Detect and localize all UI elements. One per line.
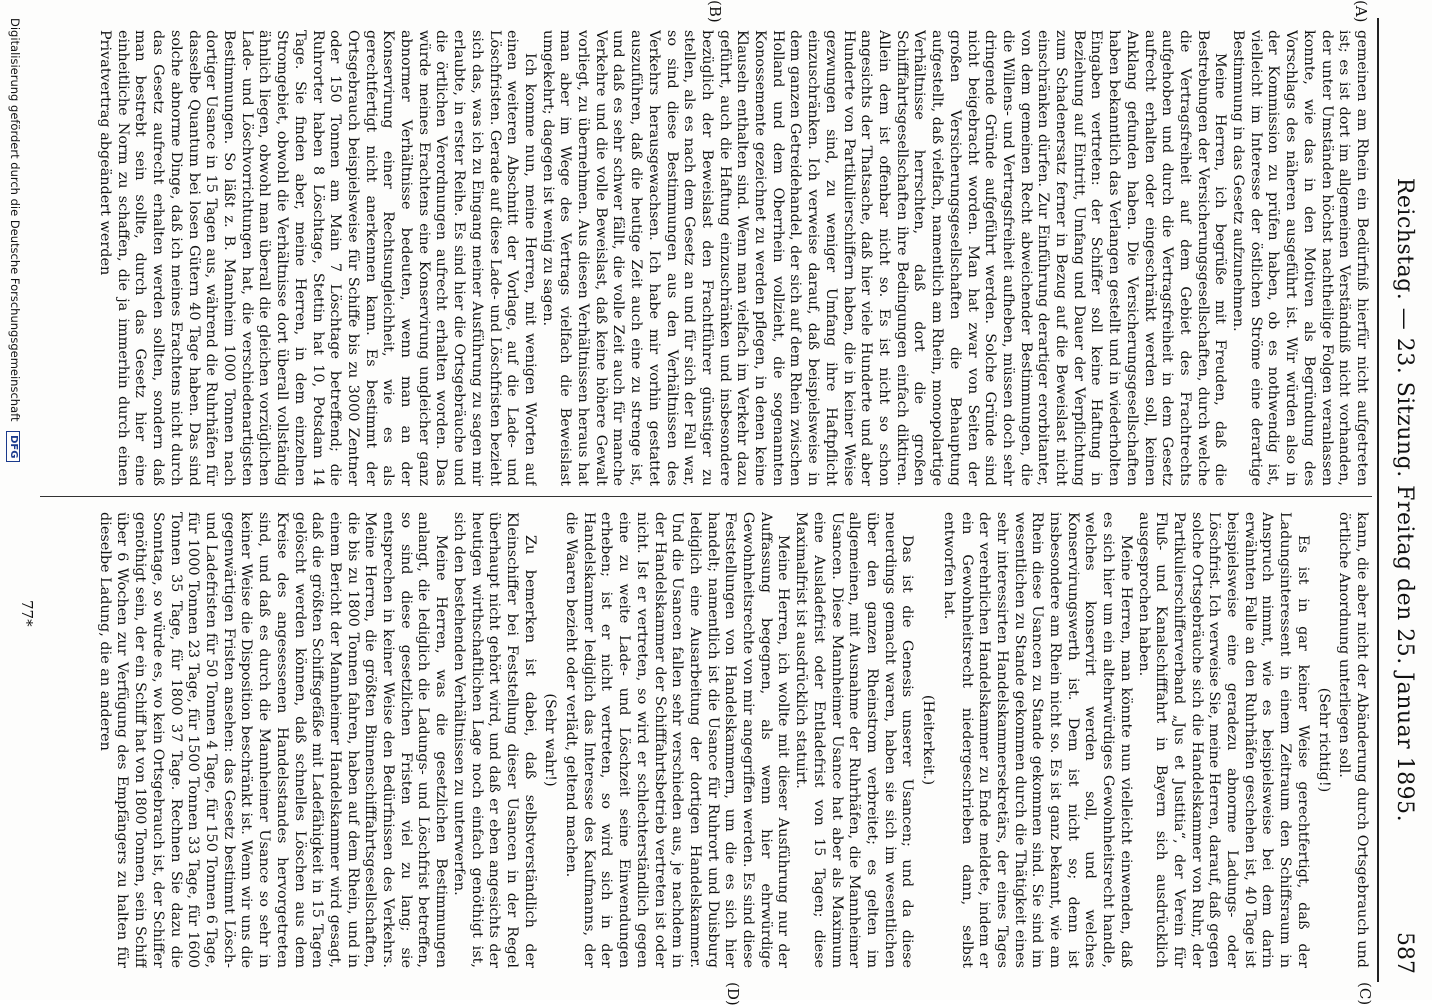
paragraph: Es ist in gar keiner Weise gerechtfertigt, daß der Ladungsinteressent in einem Zeitraum den Schiffsraum in Anspruch nimmt, wie es beispielsweise bei dem darin erwähnten Falle an den Ruhrhäfen geschehen ist, 40 Tage ist beispielsweise eine geradezu abnorme Ladungs- oder Löschfrist. Ich verweise Sie, meine Herren, darauf, daß gegen solche Ortsgebräuche sich die Handelskammer von Ruhr, der Partikulierschifferverband „Jus et Justitia“, der Verein für Fluß- und Kanalschifffahrt in Bayern sich ausdrücklich ausgesprochen haben. bbox=[1135, 512, 1311, 968]
running-header bbox=[1382, 18, 1426, 982]
margin-marker-a: (A) bbox=[1352, 0, 1370, 23]
right-text-column bbox=[30, 512, 1370, 968]
interjection: (Heiterkeit.) bbox=[920, 694, 937, 786]
header-rule bbox=[1377, 18, 1379, 982]
paragraph: Ich komme nun, meine Herren, mit wenigen Worten auf einen weiteren Abschnitt der Vorlage, auf die Lade- und Löschfristen. Gerade auf diese Lade- und Löschfristen bezieht sich das, was ich zu Eingang meiner Ausführung zu sagen mir erlaubte, in erster Reihe. Es sind hier die Ortsgebräuche und die örtlichen Verordnungen aufrecht erhalten worden. Das würde meines Erachtens eine Konservirung ungleicher ganz abnormer Verhältnisse bedeuten, wenn man an der Konservirung einer Rechtsungleichheit, wie es als gerechtfertigt nicht anerkennen kann. Es bestimmt der Ortsgebrauch beispielsweise für Schiffe bis zu 3000 Zentner oder 150 Tonnen am Main 7 Löschtage betreffend; die Ruhrorter haben 8 Löschtage, Stettin hat 10, Potsdam 14 Tage. Sie finden aber, meine Herren, in dem einzelnen Stromgebiet, obwohl die Verhältnisse dort überall vollständig ähnlich liegen, obwohl man überall die gleichen vorzüglichen Lade- und Löschvorrichtungen hat, die verschiedenartigsten Bestimmungen. So läßt z. B. Mannheim 1000 Tonnen nach dortiger Usance in 15 Tagen aus, während die Ruhrhäfen für dasselbe Quantum bei losen Gütern 40 Tage haben. Das sind solche abnorme Dinge, daß ich meines Erachtens nicht durch das Gesetz aufrecht erhalten werden sollten, sondern daß man bestrebt sein sollte, durch das Gesetz hier eine einheitliche Norm zu schaffen, die ja immerhin durch einen Privatvertrag abgeändert werden bbox=[97, 30, 538, 486]
digitization-credit bbox=[6, 18, 22, 462]
credit-text: Digitalisierung gefördert durch die Deutsche Forschungsgemeinschaft bbox=[8, 18, 22, 422]
paragraph: Das ist die Genesis unserer Usancen; und da diese neuerdings gemacht waren, haben sie sich im wesentlichen über den ganzen Rheinstrom verbreitet; es gelten im allgemeinen, mit Ausnahme der Ruhrhäfen, die Mannheimer Usancen. Diese Mannheimer Usance hat aber als Maximum eine Ausladefrist oder Entladefrist von 15 Tagen; diese Maximalfrist ist ausdrücklich statuirt. bbox=[793, 512, 916, 968]
paragraph: Meine Herren, was die gesetzlichen Bestimmungen anlangt, die lediglich die Ladungs- und Löschfrist betreffen, so sind diese gesetzlichen Fristen viel zu lang; sie entsprechen in keiner Weise den Bedürfnissen des Verkehrs. Meine Herren, die größten Binnenschifffahrtsgesellschaften, die bis zu 1800 Tonnen fahren, haben auf dem Rhein, und in einem Bericht der Mannheimer Handelskammer wird gesagt, daß die größten Schiffsgefäße mit Ladefähigkeit in 15 Tagen gelöscht werden können, daß schnelles Löschen aus dem Kreise des angesessenen Handelsstandes hervorgetreten sind, und daß es durch die Mannheimer Usance so sehr in keiner Weise die Disposition beschränkt ist. Wenn wir uns die gegenwärtigen Fristen ansehen: das Gesetz bestimmt Lösch- und Ladefristen für 50 Tonnen 4 Tage, für 150 Tonnen 6 Tage, für 1000 Tonnen 23 Tage, für 1500 Tonnen 33 Tage, für 1600 Tonnen 35 Tage, für 1800 37 Tage. Rechnen Sie dazu die Sonntage, so würde es, wo kein Ortsgebrauch ist, der Schiffer genöthigt sein, der ein Schiff hat von 1800 Tonnen, sein Schiff über 6 Wochen zur Verfügung des Empfängers zu halten für dieselbe Ladung, die an anderen bbox=[96, 512, 450, 968]
column-divider bbox=[40, 496, 1372, 497]
sheet-signature: 77* bbox=[18, 600, 36, 627]
paragraph: Meine Herren, ich begrüße mit Freuden, daß die Bestrebungen der Versicherungsgesellschaften, durch welche die Vertragsfreiheit auf dem Gebiet des Frachtrechts aufgehoben und durch die Vertragsfreiheit in dem Gesetz aufrecht erhalten oder eingeschränkt werden soll, keinen Anklang gefunden haben. Die Versicherungsgesellschaften haben bekanntlich das Verlangen gestellt und in wiederholten Eingaben vertreten: der Schiffer soll keine Haftung in Beziehung auf Eintritt, Umfang und Dauer der Verpflichtung zum Schadenersatz ferner in Bezug auf die Beweislast nicht einschränken dürfen. Zur Einführung derartiger erorbitanter, von dem gemeinen Recht abweichender Bestimmungen, die die Willens- und Vertragsfreiheit aufheben, müssen doch sehr dringende Gründe aufgeführt werden. Solche Gründe sind nicht beigebracht worden. Man hat zwar von Seiten der großen Versicherungsgesellschaften die Behauptung aufgestellt, daß vielfach, namentlich am Rhein, monopolartige Verhältnisse herrschten, daß dort die großen Schifffahrtsgesellschaften ihre Bedingungen einfach diktiren. Allein dem ist offenbar nicht so. Es ist nicht so schon angesichts der Thatsache, daß hier viele Hunderte und aber Hunderte von Partikulierschiffern haben, die in keiner Weise gezwungen sind, zu weniger Umfang ihre Haftpflicht einzuschränken. Ich verweise darauf, daß beispielsweise in dem ganzen Getreidehandel, der sich auf dem Rhein zwischen Holland und dem Oberrhein vollzieht, die sogenannten Konossemente gezeichnet zu werden pflegen, in denen keine Klauseln enthalten sind. Wenn man vielfach im Verkehr dazu geführt, auch die Haftung einzuschränken und insbesondere bezüglich der Beweislast den Frachtführer günstiger zu stellen, als es nach dem Gesetz an und für sich der Fall war, so sind diese Bestimmungen aus den Verhältnissen des Verkehrs herausgewachsen. Ich habe mir vorhin gestattet auszuführen, daß die heutige Zeit auch eine zu strenge ist, und daß es sehr schwer fällt, die volle Zeit auch für manche Verkehre und die volle Beweislast, daß keine höhere Gewalt vorliegt, zu übernehmen. Aus diesen Verhältnissen heraus hat man aber im Wege des Vertrags vielfach die Beweislast umgekehrt; dagegen ist wenig zu sagen. bbox=[539, 30, 1229, 486]
interjection: (Sehr wahr!) bbox=[542, 693, 559, 787]
interjection: (Sehr richtig!) bbox=[1315, 687, 1332, 793]
paragraph: kann, die aber nicht der Abänderung durch Ortsgebrauch und örtliche Anordnung unterliegen soll. bbox=[1336, 512, 1370, 968]
margin-marker-c: (C) bbox=[1356, 982, 1374, 1006]
paragraph: Meine Herren, man könnte nun vielleicht einwenden, daß es sich hier um ein altehrwürdiges Gewohnheitsrecht handle, welches konservirt werden soll, und welches Konservirungswerth ist. Dem ist nicht so; denn ist insbesondere am Rhein nicht so. Es ist ganz bekannt, wie am Rhein diese Usancen zu Stande gekommen sind. Sie sind im wesentlichen zu Stande gekommen durch die Thätigkeit eines sehr interessirten Handelskammersekretärs, der eines Tages der verehrlichen Handelskammer zu Ende meldete, indem er ein Gewohnheitsrecht niedergeschrieben dann, selbst entworfen hat. bbox=[940, 512, 1134, 968]
margin-marker-d: (D) bbox=[724, 982, 742, 1006]
page-number: 587 bbox=[1392, 932, 1417, 974]
left-text-column bbox=[30, 30, 1370, 486]
header-title: Reichstag. — 23. Sitzung. Freitag den 25. Januar 1895. bbox=[1392, 177, 1417, 823]
paragraph: Meine Herren, ich wollte mit dieser Ausführung nur der Auffassung begegnen, als wenn hier ehrwürdige Gewohnheitsrechte von mir angegriffen werden. Es sind diese Feststellungen von Handelskammern, um die es sich hier handelt; namentlich ist die Usance für Ruhrort und Duisburg lediglich eine Ausarbeitung der dortigen Handelskammer. Und die Usancen fallen sehr verschieden aus, je nachdem in der Handelskammer der Schifffahrtsbetrieb vertreten ist oder nicht. Ist er vertreten, so wird er schlechterständlich gegen eine zu weite Lade- und Löschzeit seine Einwendungen erheben; ist er nicht vertreten, so wird sich in der Handelskammer lediglich das Interesse des Kaufmanns, der die Waaren bezieht oder verlädt, geltend machen. bbox=[563, 512, 792, 968]
dfg-logo: DFG bbox=[6, 431, 20, 462]
paragraph: gemeinen am Rhein ein Bedürfniß hierfür nicht aufgetreten ist; es ist dort im allgemeinen Verständniß nicht vorhanden, der unter Umständen höchst nachtheilige Folgen veranlassen konnte, wie das in den Motiven als Begründung des Vorschlags des näheren ausgeführt ist. Wir würden also in der Kommission zu prüfen haben, ob es nothwendig ist, vielleicht im Interesse der östlichen Ströme eine derartige Bestimmung in das Gesetz aufzunehmen. bbox=[1230, 30, 1370, 486]
margin-marker-b: (B) bbox=[706, 0, 724, 23]
paragraph: Zu bemerken ist dabei, daß selbstverständlich der Kleinschiffer bei Feststellung dieser Usancen in der Regel überhaupt nicht gehört wird, und daß er eben angesichts der heutigen wirthschaftlichen Lage noch einfach genöthigt ist, sich den bestehenden Verhältnissen zu unterwerfen. bbox=[450, 512, 538, 968]
